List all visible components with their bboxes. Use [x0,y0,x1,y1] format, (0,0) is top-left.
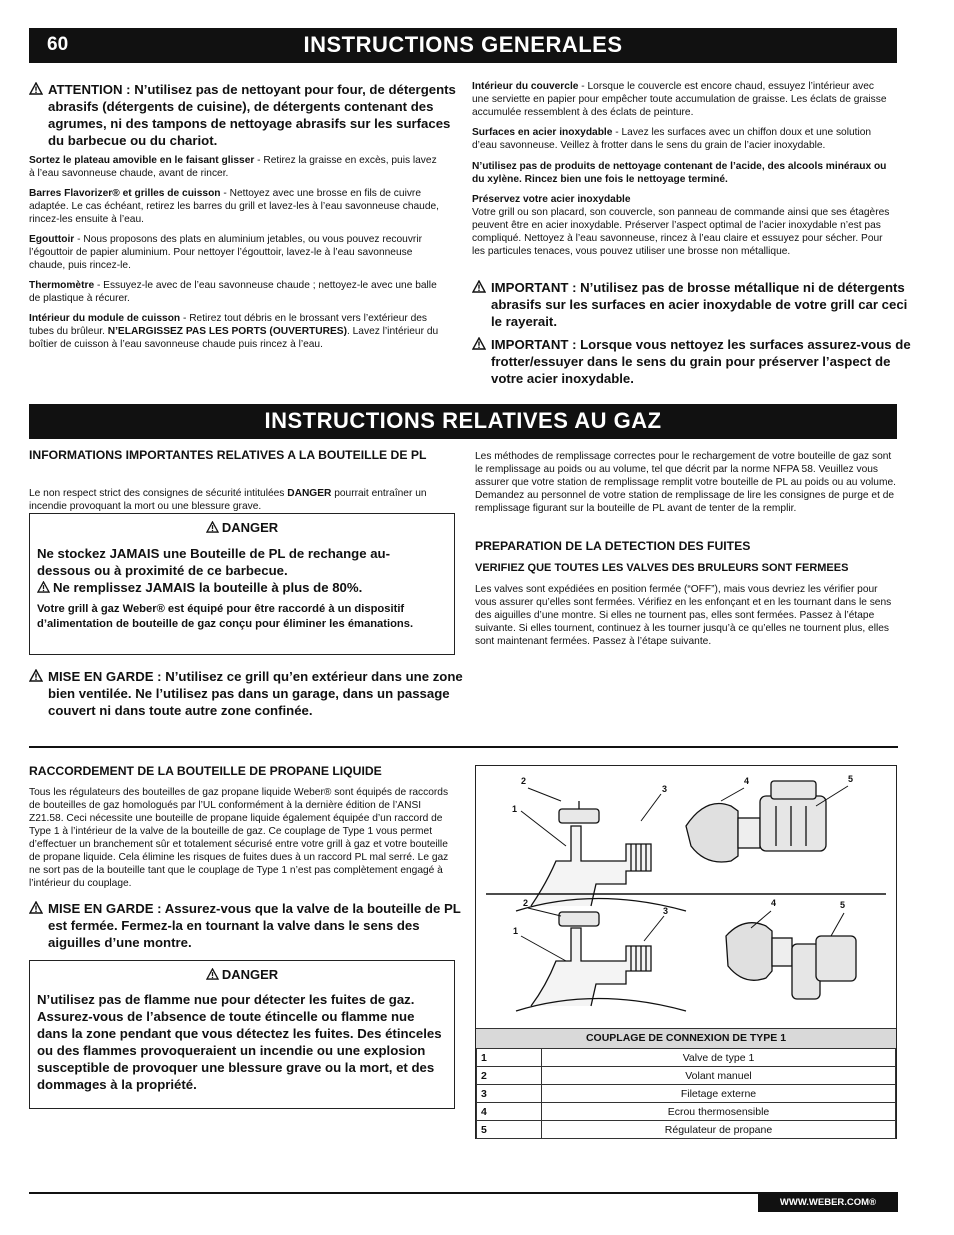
warning-icon [29,82,43,95]
egouttoir-text: - Nous proposons des plats en aluminium jetables, ou vous pouvez recouvrir l’égouttoir de papier aluminium. Pour nettoyer l’égouttoir, lavez-le à l’eau savonneuse chaude, puis rincez-le. [29,234,422,271]
coupling-table-title: COUPLAGE DE CONNEXION DE TYPE 1 [476,1028,896,1049]
egouttoir-label: Egouttoir [29,234,75,245]
no-acid-text: N’utilisez pas de produits de nettoyage contenant de l’acide, des alcools minéraux ou du xylène. Rincez bien une fois le nettoyage terminé. [472,161,887,185]
inox-label: Surfaces en acier inoxydable [472,127,613,138]
bottom-coupling-drawing [516,912,856,1011]
row-label: Volant manuel [542,1067,896,1085]
module-text: - Retirez tout débris en le brossant vers l’extérieur des tubes du brûleur. [29,313,428,337]
mise-en-garde-exterieur [29,668,476,719]
valve-coupling-illustration [476,766,896,1028]
couvercle-paragraph [472,80,892,119]
inox-text: - Lavez les surfaces avec un chiffon doux et une solution d’eau savonneuse. Veillez à frotter dans le sens du grain de l’acier inoxydable. [472,127,872,151]
propane-heading: RACCORDEMENT DE LA BOUTEILLE DE PROPANE LIQUIDE [29,764,382,778]
warning-icon [37,581,50,593]
thermometre-paragraph [29,279,444,305]
section-header-gas [29,404,897,439]
preserve-label: Préservez votre acier inoxydable [472,194,631,205]
row-label: Ecrou thermosensible [542,1103,896,1121]
preserve-paragraph [472,206,894,258]
callout-bottom-5: 5 [840,900,846,910]
danger-small-text: Votre grill à gaz Weber® est équipé pour être raccordé à un dispositif d’alimentation de bouteille de gaz conçu pour éliminer les émanations. [37,603,414,630]
callout-bottom-3: 3 [663,906,669,916]
callout-bottom-4: 4 [771,898,777,908]
pl-intro-text-2: pourrait entraîner un incendie provoquant la mort ou une blessure grave. [29,488,427,512]
row-number: 1 [477,1049,542,1067]
pl-heading: INFORMATIONS IMPORTANTES RELATIVES A LA BOUTEILLE DE PL [29,448,427,462]
egouttoir-paragraph [29,233,451,272]
row-number: 4 [477,1103,542,1121]
mise-en-garde-valve [29,900,472,951]
inox-paragraph [472,126,894,152]
row-label: Filetage externe [542,1085,896,1103]
connection-figure [475,765,897,1139]
warning-icon [29,669,43,682]
danger-flame-text: N’utilisez pas de flamme nue pour détecter les fuites de gaz. Assurez-vous de l’absence de toute étincelle ou flamme nue dans la zone pendant que vous détectez les fuites. Des étinceles ou des flammes provoqueraient un incendie ou une explosion susceptible de provoquer une blessure grave ou la mort, et des dommages à la propriété. [37,992,442,1092]
danger-box-pl [29,513,455,655]
coupling-table [476,1048,896,1139]
section-title-general: INSTRUCTIONS GENERALES [303,32,623,57]
fuites-heading: PREPARATION DE LA DETECTION DES FUITES [475,539,751,553]
row-number: 5 [477,1121,542,1139]
thermometre-label: Thermomètre [29,280,95,291]
pl-intro-danger: DANGER [287,488,332,499]
tray-label: Sortez le plateau amovible en le faisant glisser [29,155,255,166]
table-row [477,1121,896,1139]
callout-top-3: 3 [662,784,668,794]
preserve-heading [472,193,892,206]
danger-line-1: Ne stockez JAMAIS une Bouteille de PL de rechange au-dessous ou à proximité de ce barbecue. [37,546,390,578]
important-warning-1 [472,279,911,330]
flavorizer-label: Barres Flavorizer® et grilles de cuisson [29,188,221,199]
section-title-gas: INSTRUCTIONS RELATIVES AU GAZ [264,408,662,433]
table-row [477,1049,896,1067]
callout-bottom-1: 1 [513,926,519,936]
module-cuisson-paragraph [29,312,444,351]
valves-paragraph: Les valves sont expédiées en position fermée (“OFF”), mais vous devriez les vérifier pour vous assurer qu’elles sont fermées. Vérifiez en les enfonçant et en les tournant dans le sens des aiguilles d’une montre. Si elles ne tournent pas, elles sont fermées. Passez à l’étape suivante. Si elles tournent, continuez à les tourner jusqu’à ce qu’elles ne tournent plus, elles sont maintenant fermées. Passez à l’étape suivante. [475,584,892,647]
danger-title: DANGER [221,520,279,535]
footer-url: WWW.WEBER.COM® [779,1197,877,1208]
tray-text: - Retirez la graisse en excès, puis lavez à l’eau savonneuse chaude, avant de rincer. [29,155,437,179]
cleaning-tray-paragraph [29,154,444,180]
row-label: Régulateur de propane [542,1121,896,1139]
warning-icon [472,280,486,293]
danger-flame-title: DANGER [221,967,279,982]
callout-top-5: 5 [848,774,854,784]
warning-icon [472,337,486,350]
top-coupling-drawing [516,781,826,911]
danger-title-row [30,520,454,535]
important-text-2: IMPORTANT : Lorsque vous nettoyez les surfaces assurez-vous de frotter/essuyer dans le sens du grain pour préserver l’aspect de votre acier inoxydable. [491,337,911,386]
mise-en-garde-text: MISE EN GARDE : N’utilisez ce grill qu’en extérieur dans une zone bien ventilée. Ne l’utilisez pas dans un garage, dans un passage couvert ni dans toute autre zone confinée. [48,669,463,718]
danger-line-2-row [37,579,447,596]
callout-top-1: 1 [512,804,518,814]
pl-intro-text: Le non respect strict des consignes de sécurité intitulées [29,488,288,499]
important-warning-2 [472,336,919,387]
no-acid-paragraph [472,160,887,186]
table-row [477,1085,896,1103]
warning-icon [29,901,43,914]
row-label: Valve de type 1 [542,1049,896,1067]
callout-bottom-2: 2 [523,898,529,908]
warning-icon [206,521,219,533]
section-divider [29,746,898,748]
valves-subheading: VERIFIEZ QUE TOUTES LES VALVES DES BRULEURS SONT FERMEES [475,562,849,574]
danger-flame-title-row [30,967,454,982]
couvercle-label: Intérieur du couvercle [472,81,579,92]
warning-icon [206,968,219,980]
important-text-1: IMPORTANT : N’utilisez pas de brosse métallique ni de détergents abrasifs sur les surfaces en acier inoxydable de votre grill car ceci le rayerait. [491,280,908,329]
row-number: 2 [477,1067,542,1085]
pl-intro [29,487,449,513]
attention-text: ATTENTION : N’utilisez pas de nettoyant pour four, de détergents abrasifs (détergents de cuisine), de détergents contenant des agrumes, ni des tampons de nettoyage abrasifs sur les surfaces du barbecue ou du chariot. [48,82,456,148]
section-header-general [29,28,897,63]
thermometre-text: - Essuyez-le avec de l’eau savonneuse chaude ; nettoyez-le avec une balle de plastique à récurer. [29,280,437,304]
table-row [477,1067,896,1085]
remplissage-paragraph: Les méthodes de remplissage correctes pour le rechargement de votre bouteille de gaz sont le remplissage au poids ou au volume, tel que décrit par la norme NFPA 58. Veuillez vous assurer que votre station de remplissage remplit votre bouteille de PL au poids ou au volume. Demandez au personnel de votre station de remplissage de lire les consignes de purge et de remplissage figurant sur la bouteille de PL avant de tenter de la remplir. [475,451,896,514]
row-number: 3 [477,1085,542,1103]
propane-paragraph: Tous les régulateurs des bouteilles de gaz propane liquide Weber® sont équipés de raccords de bouteilles de gaz homologués par l’UL conformément à la dernière édition de l’ANSI Z21.58. Ceci nécessite une bouteille de propane liquide également équipée d’un raccord de Type 1 à l’intérieur de la valve de la bouteille de gaz. Ce couplage de Type 1 vous permet d’effectuer un branchement sûr et totalement sécurisé entre votre grill à gaz et votre bouteille de propane liquide. Cela élimine les risques de fuites dues à un raccord PL mal serré. Le gaz ne sort pas de la bouteille tant que le couplage de Type 1 n’est pas complètement engagé à l’intérieur du couplage. [29,787,449,889]
coupling-table-wrap [476,1048,896,1139]
mise-en-garde-valve-text: MISE EN GARDE : Assurez-vous que la valve de la bouteille de PL est fermée. Fermez-la en tournant la valve dans le sens des aiguilles d’une montre. [48,901,461,950]
callout-top-4: 4 [744,776,750,786]
module-text-2: . Lavez l’intérieur du boîtier de cuisson à l’eau savonneuse chaude puis rincez à l’eau. [29,326,439,350]
table-row [477,1103,896,1121]
flavorizer-text: - Nettoyez avec une brosse en fils de cuivre adaptée. Le cas échéant, retirez les barres du grill et lavez-les à l’eau savonneuse chaude, rincez-les ensuite à l’eau. [29,188,440,225]
danger-box-flame [29,960,455,1109]
attention-warning [29,81,463,149]
couvercle-text: - Lorsque le couvercle est encore chaud, essuyez l’intérieur avec une serviette en papier pour empêcher toute accumulation de graisse. Les éclats de graisse accumulée ressemblent à des éclats de peinture. [472,81,887,118]
danger-line-2: Ne remplissez JAMAIS la bouteille à plus de 80%. [53,580,363,595]
module-caps: N’ELARGISSEZ PAS LES PORTS (OUVERTURES) [107,326,347,337]
preserve-text: Votre grill ou son placard, son couvercle, son panneau de commande ainsi que ses étagères peuvent être en acier inoxydable. Préserver l’aspect optimal de l’acier inoxydable n’est pas compliqué. Nettoyez à l’eau savonneuse, rincez à l’eau claire et essuyez pour sécher. Pour les particules tenaces, vous pouvez utiliser une brosse non métallique. [472,207,890,257]
flavorizer-paragraph [29,187,449,226]
page-number: 60 [47,34,69,55]
footer-url-box [758,1194,898,1212]
module-label: Intérieur du module de cuisson [29,313,181,324]
callout-top-2: 2 [521,776,527,786]
